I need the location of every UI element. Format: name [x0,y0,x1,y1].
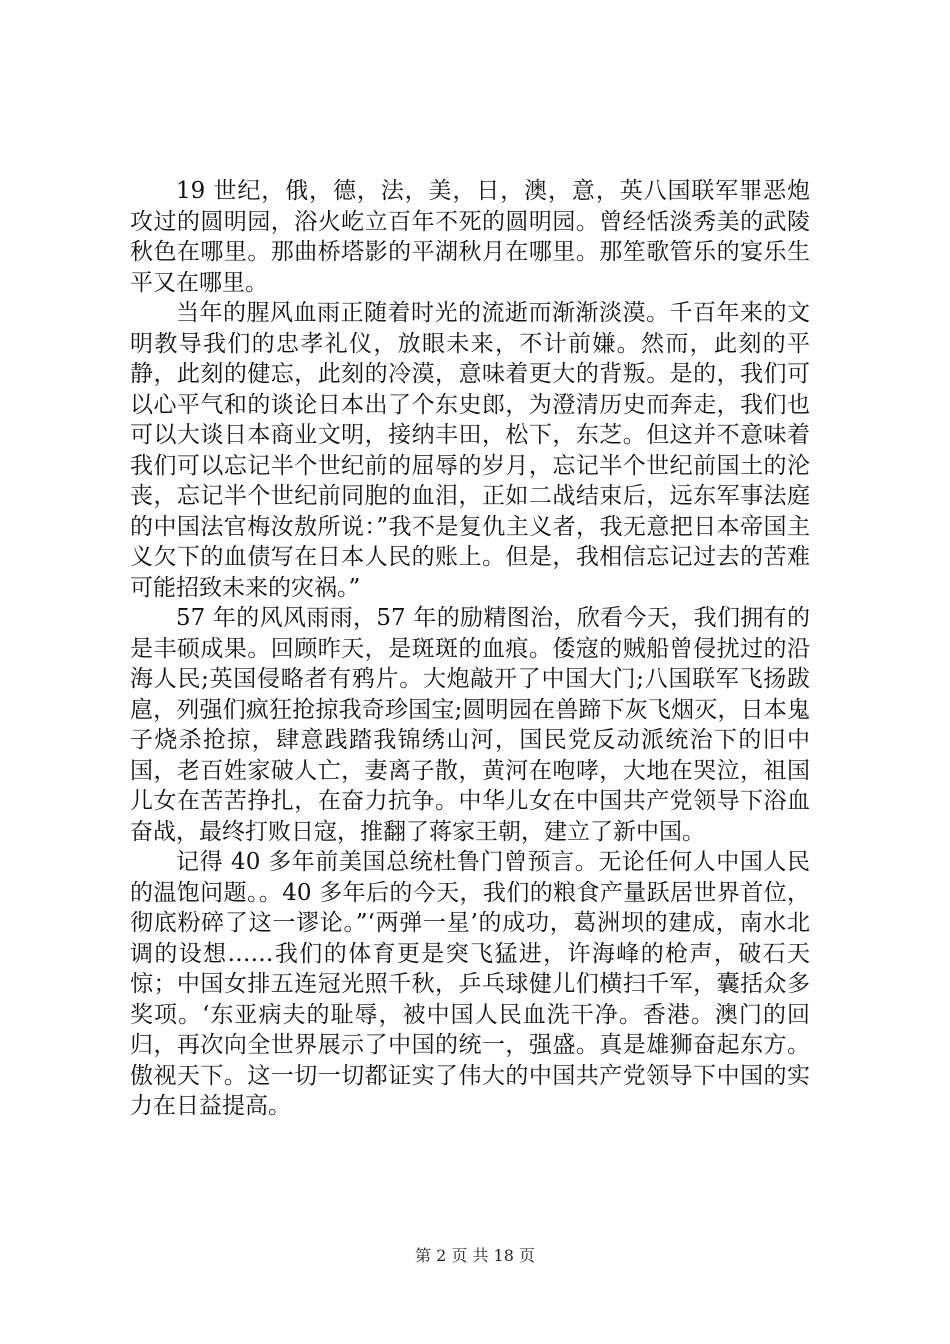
page-number-footer: 第 2 页 共 18 页 [415,1246,535,1265]
paragraph-3: 57 年的风风雨雨，57 年的励精图治，欣看今天，我们拥有的是丰硕成果。回顾昨天，是斑斑的血痕。倭寇的贼船曾侵扰过的沿海人民;英国侵略者有鸦片。大炮敲开了中国大门;八国联军飞扬跋扈，列强们疯狂抢掠我奇珍国宝;圆明园在兽蹄下灰飞烟灭，日本鬼子烧杀抢掠，肆意践踏我锦绣山河，国民党反动派统治下的旧中国，老百姓家破人亡，妻离子散，黄河在咆哮，大地在哭泣，祖国儿女在苦苦挣扎，在奋力抗争。中华儿女在中国共产党领导下浴血奋战，最终打败日寇，推翻了蒋家王朝，建立了新中国。 [130,605,810,845]
paragraph-4: 记得 40 多年前美国总统杜鲁门曾预言。无论任何人中国人民的温饱问题。。40 多年后的今天，我们的粮食产量跃居世界首位，彻底粉碎了这一谬论。”‘两弹一星’的成功，葛洲坝的建成，南水北调的设想……我们的体育更是突飞猛进，许海峰的枪声，破石天惊；中国女排五连冠光照千秋，乒乓球健儿们横扫千军，囊括众多奖项。‘东亚病夫的耻辱，被中国人民血洗干净。香港。澳门的回归，再次向全世界展示了中国的统一，强盛。真是雄狮奋起东方。傲视天下。这一切一切都证实了伟大的中国共产党领导下中国的实力在日益提高。 [130,849,810,1119]
paragraph-2: 当年的腥风血雨正随着时光的流逝而渐渐淡漠。千百年来的文明教导我们的忠孝礼仪，放眼未来，不计前嫌。然而，此刻的平静，此刻的健忘，此刻的冷漠，意味着更大的背叛。是的，我们可以心平气和的谈论日本出了个东史郎，为澄清历史而奔走，我们也可以大谈日本商业文明，接纳丰田，松下，东芝。但这并不意味着我们可以忘记半个世纪前的屈辱的岁月，忘记半个世纪前国土的沦丧，忘记半个世纪前同胞的血泪，正如二战结束后，远东军事法庭的中国法官梅汝敖所说：”我不是复仇主义者，我无意把日本帝国主义欠下的血债写在日本人民的账上。但是，我相信忘记过去的苦难可能招致未来的灾祸。” [130,300,810,601]
paragraph-1: 19 世纪，俄，德，法，美，日，澳，意，英八国联军罪恶炮攻过的圆明园，浴火屹立百年不死的圆明园。曾经恬淡秀美的武陵秋色在哪里。那曲桥塔影的平湖秋月在哪里。那笙歌管乐的宴乐生平又在哪里。 [130,178,810,296]
document-body [130,176,810,1122]
